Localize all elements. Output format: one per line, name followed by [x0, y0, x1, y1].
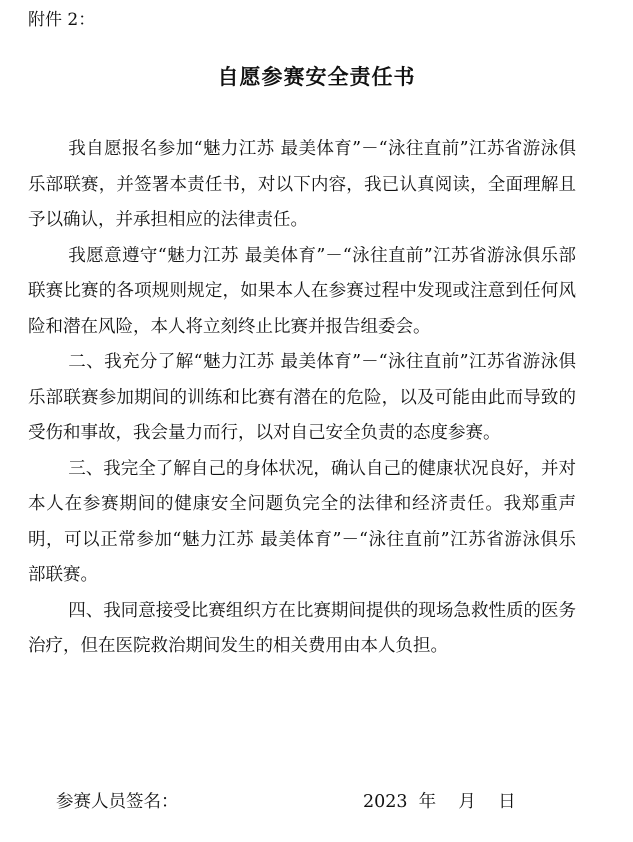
- document-title: 自愿参赛安全责任书: [217, 64, 416, 89]
- paragraph-intro: 我自愿报名参加“魅力江苏 最美体育”－“泳往直前”江苏省游泳俱乐部联赛，并签署本责任书，对以下内容，我已认真阅读，全面理解且予以确认，并承担相应的法律责任。: [28, 139, 576, 230]
- paragraph-4: 四、我同意接受比赛组织方在比赛期间提供的现场急救性质的医务治疗，但在医院救治期间发生的相关费用由本人负担。: [28, 600, 576, 656]
- attachment-label: 附件 2：: [28, 10, 96, 30]
- paragraph-1: 我愿意遵守“魅力江苏 最美体育”－“泳往直前”江苏省游泳俱乐部联赛比赛的各项规则规定，如果本人在参赛过程中发现或注意到任何风险和潜在风险，本人将立刻终止比赛并报告组委会。: [28, 245, 576, 337]
- paragraph-2: 二、我充分了解“魅力江苏 最美体育”－“泳往直前”江苏省游泳俱乐部联赛参加期间的训练和比赛有潜在的危险，以及可能由此而导致的受伤和事故，我会量力而行，以对自己安全负责的态度参赛。: [28, 352, 576, 443]
- paragraph-3: 三、我完全了解自己的身体状况，确认自己的健康状况良好，并对本人在参赛期间的健康安全问题负完全的法律和经济责任。我郑重声明，可以正常参加“魅力江苏 最美体育”－“泳往直前”江苏省游泳俱乐部联赛。: [28, 458, 576, 585]
- signature-date: 2023 年 月 日: [363, 792, 516, 812]
- document-body: [28, 132, 576, 665]
- signature-label: 参赛人员签名：: [56, 792, 179, 812]
